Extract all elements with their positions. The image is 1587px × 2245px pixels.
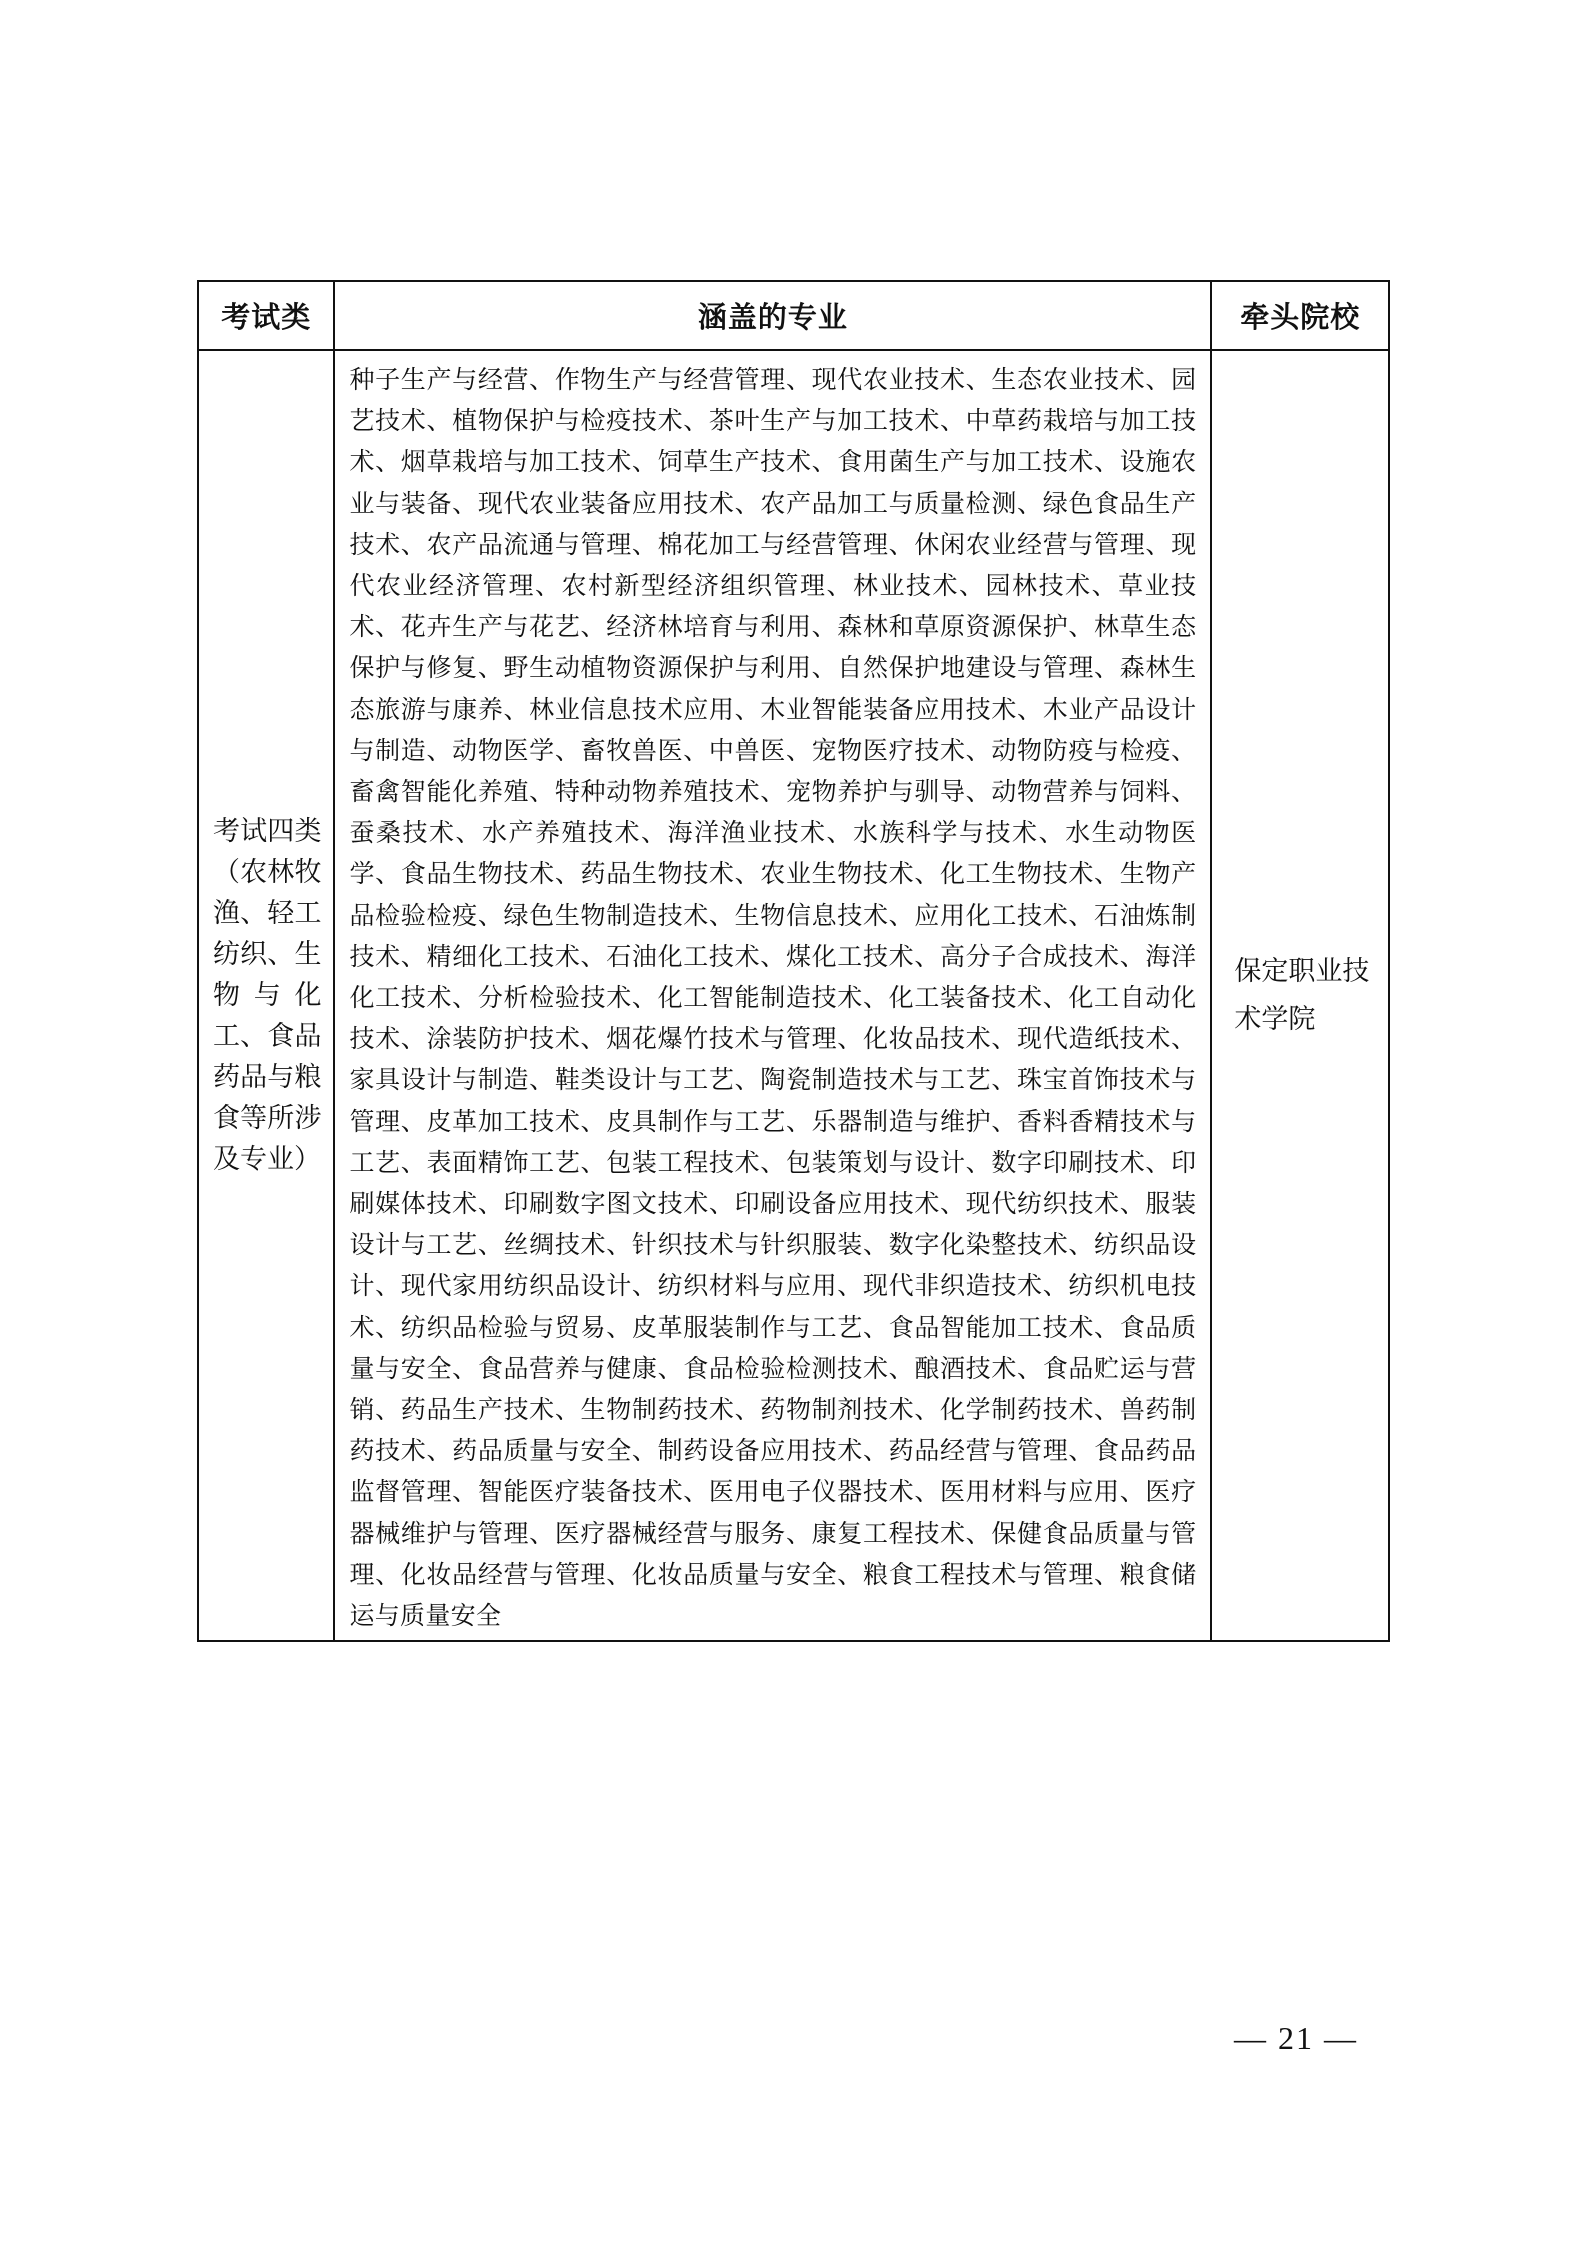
majors-table bbox=[197, 280, 1390, 1642]
header-lead-school: 牵头院校 bbox=[1211, 281, 1389, 350]
table-header-row bbox=[198, 281, 1389, 350]
table-row bbox=[198, 350, 1389, 1641]
majors-cell: 种子生产与经营、作物生产与经营管理、现代农业技术、生态农业技术、园艺技术、植物保护与检疫技术、茶叶生产与加工技术、中草药栽培与加工技术、烟草栽培与加工技术、饲草生产技术、食用菌生产与加工技术、设施农业与装备、现代农业装备应用技术、农产品加工与质量检测、绿色食品生产技术、农产品流通与管理、棉花加工与经营管理、休闲农业经营与管理、现代农业经济管理、农村新型经济组织管理、林业技术、园林技术、草业技术、花卉生产与花艺、经济林培育与利用、森林和草原资源保护、林草生态保护与修复、野生动植物资源保护与利用、自然保护地建设与管理、森林生态旅游与康养、林业信息技术应用、木业智能装备应用技术、木业产品设计与制造、动物医学、畜牧兽医、中兽医、宠物医疗技术、动物防疫与检疫、畜禽智能化养殖、特种动物养殖技术、宠物养护与驯导、动物营养与饲料、蚕桑技术、水产养殖技术、海洋渔业技术、水族科学与技术、水生动物医学、食品生物技术、药品生物技术、农业生物技术、化工生物技术、生物产品检验检疫、绿色生物制造技术、生物信息技术、应用化工技术、石油炼制技术、精细化工技术、石油化工技术、煤化工技术、高分子合成技术、海洋化工技术、分析检验技术、化工智能制造技术、化工装备技术、化工自动化技术、涂装防护技术、烟花爆竹技术与管理、化妆品技术、现代造纸技术、家具设计与制造、鞋类设计与工艺、陶瓷制造技术与工艺、珠宝首饰技术与管理、皮革加工技术、皮具制作与工艺、乐器制造与维护、香料香精技术与工艺、表面精饰工艺、包装工程技术、包装策划与设计、数字印刷技术、印刷媒体技术、印刷数字图文技术、印刷设备应用技术、现代纺织技术、服装设计与工艺、丝绸技术、针织技术与针织服装、数字化染整技术、纺织品设计、现代家用纺织品设计、纺织材料与应用、现代非织造技术、纺织机电技术、纺织品检验与贸易、皮革服装制作与工艺、食品智能加工技术、食品质量与安全、食品营养与健康、食品检验检测技术、酿酒技术、食品贮运与营销、药品生产技术、生物制药技术、药物制剂技术、化学制药技术、兽药制药技术、药品质量与安全、制药设备应用技术、药品经营与管理、食品药品监督管理、智能医疗装备技术、医用电子仪器技术、医用材料与应用、医疗器械维护与管理、医疗器械经营与服务、康复工程技术、保健食品质量与管理、化妆品经营与管理、化妆品质量与安全、粮食工程技术与管理、粮食储运与质量安全 bbox=[334, 350, 1211, 1641]
category-cell: 考试四类（农林牧渔、轻工纺织、生物与化工、食品药品与粮食等所涉及专业） bbox=[198, 350, 334, 1641]
page-number: — 21 — bbox=[1234, 2020, 1358, 2056]
lead-school-cell: 保定职业技术学院 bbox=[1211, 350, 1389, 1641]
header-majors: 涵盖的专业 bbox=[334, 281, 1211, 350]
header-category: 考试类 bbox=[198, 281, 334, 350]
